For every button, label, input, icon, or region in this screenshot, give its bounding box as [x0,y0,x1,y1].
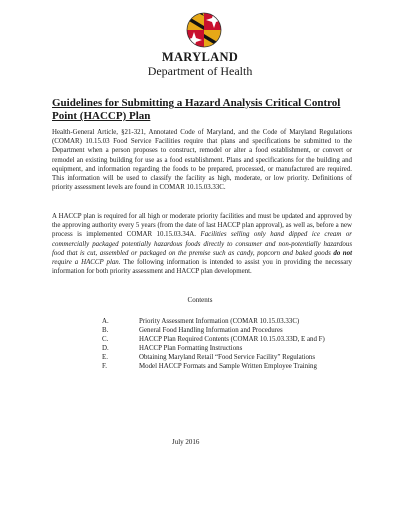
document-date: July 2016 [172,438,200,446]
contents-item [102,326,382,335]
contents-text: Model HACCP Formats and Sample Written Employee Training [139,363,317,370]
paragraph-haccp-requirement [52,212,352,276]
contents-heading: Contents [187,296,213,304]
page-title: Guidelines for Submitting a Hazard Analysis Critical Control Point (HACCP) Plan [52,97,341,122]
contents-item [102,353,382,362]
org-name: MARYLAND [161,50,239,64]
contents-letter: F. [102,363,108,370]
org-department: Department of Health [147,64,253,78]
contents-item [102,344,382,353]
contents-list [102,317,382,371]
paragraph-haccp-text: A HACCP plan is required for all high or moderate priority facilities and must be updated and approved by the approving authority every 5 years (from the date of last HACCP plan approval), as well as, before a new process is implemented COMAR 10.15.03.34A. [52,213,352,239]
contents-text: Obtaining Maryland Retail “Food Service Facility” Regulations [139,354,316,361]
exemption-emphasis: do not [333,249,352,257]
contents-letter: A. [102,318,109,325]
contents-text: General Food Handling Information and Procedures [139,327,283,334]
contents-letter: B. [102,327,109,334]
contents-item [102,335,382,344]
exemption-text-end: require a HACCP plan. [52,259,121,267]
exemption-text: Facilities selling only hand dipped ice cream or commercially packaged potentially hazardous foods directly to consumer and non-potentially hazardous food that is cut, assembled or packaged on the premise such as candy, popcorn and baked goods [52,231,352,257]
contents-text: HACCP Plan Formatting Instructions [139,345,243,352]
contents-letter: D. [102,345,109,352]
contents-text: HACCP Plan Required Contents (COMAR 10.15.03.33D, E and F) [139,336,325,343]
contents-item [102,317,382,326]
paragraph-intro: Health-General Article, §21-321, Annotated Code of Maryland, and the Code of Maryland Regulations (COMAR) 10.15.03 Food Service Facilities require that plans and specifications be submitted to the Department when a person proposes to construct, remodel or alter a food establishment, or convert or remodel an existing building for use as a food establishment. Plans and specifications for the building and equipment, and information regarding the foods to be prepared, processed, or manufactured are required. This information will be used to classify the facility as high, moderate, or low priority. Definitions of priority assessment levels are found in COMAR 10.15.03.33C. [52,129,352,192]
maryland-flag-logo [184,10,224,50]
contents-text: Priority Assessment Information (COMAR 10.15.03.33C) [139,318,300,325]
contents-letter: C. [102,336,109,343]
contents-letter: E. [102,354,108,361]
paragraph-assist-text: The following information is intended to assist you in providing the necessary information for both priority assessment and HACCP plan development. [52,259,352,276]
contents-item [102,362,382,371]
